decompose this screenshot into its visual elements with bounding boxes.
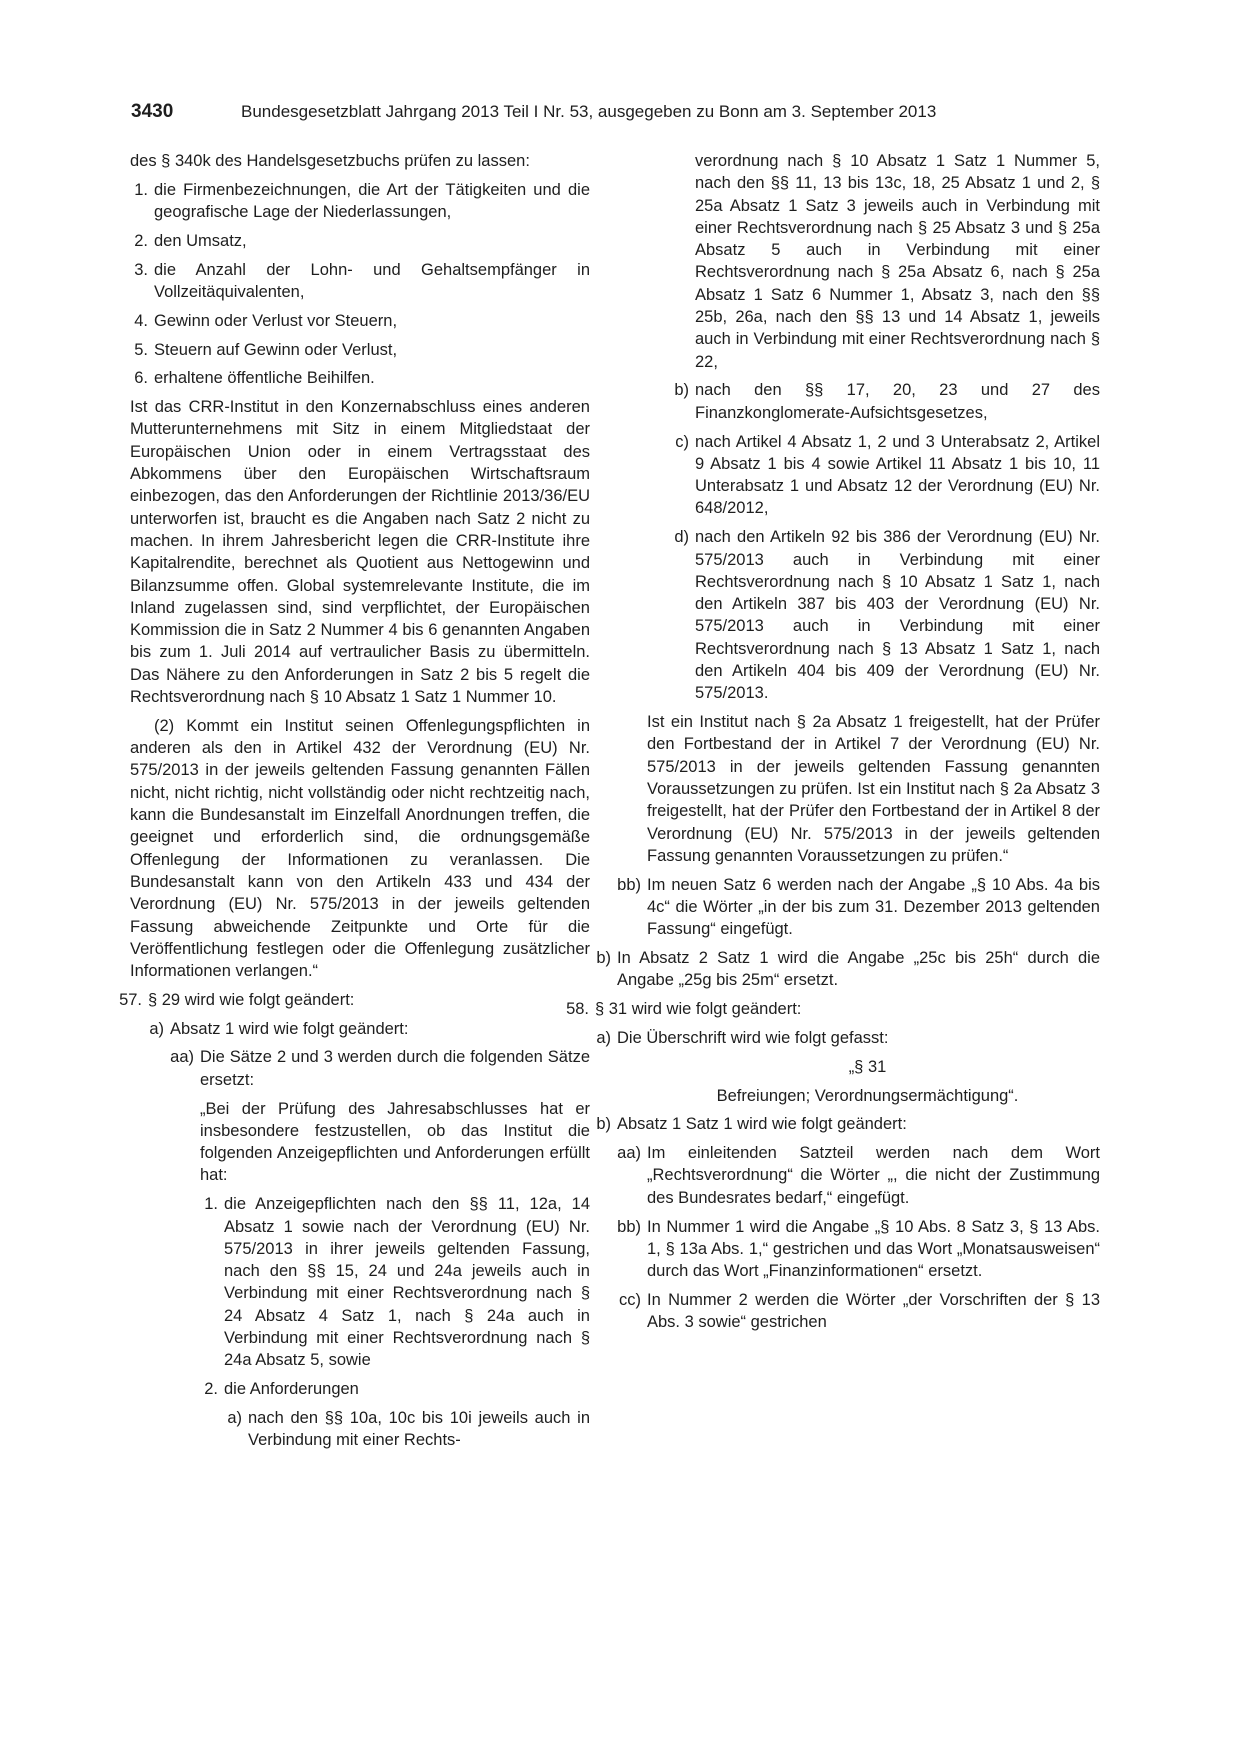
quoted-item-1: 1. die Anzeigepflichten nach den §§ 11, 12a, 14 Absatz 1 sowie nach der Verordnung (EU) Nr. 575/2013 in ihrer jeweils geltenden Fassung, nach den §§ 15, 24 und 24a jeweils auch in Verbindung mit einer Rechtsverordnung nach § 24 Absatz 4 Satz 1, nach § 24a auch in Verbindung mit einer Rechtsverordnung nach § 24a Absatz 5, sowie [204,1195,590,1370]
quoted-item-2-b: b) nach den §§ 17, 20, 23 und 27 des Finanzkonglomerate-Aufsichtsgesetzes, [674,381,1100,422]
quoted-item-2-c: c) nach Artikel 4 Absatz 1, 2 und 3 Unterabsatz 2, Artikel 9 Absatz 1 bis 4 sowie Artikel 11 Absatz 1 bis 10, 11 Unterabsatz 1 und Absatz 12 der Verordnung (EU) Nr. 648/2012, [675,432,1100,518]
amendment-58-b-cc: cc) In Nummer 2 werden die Wörter „der Vorschriften der § 13 Abs. 3 sowie“ gestrichen [619,1290,1100,1332]
disclosure-list [130,179,590,390]
amendment-57: 57. § 29 wird wie folgt geändert: [119,990,355,1009]
paragraph-2: (2) Kommt ein Institut seinen Offenlegungspflichten in anderen als den in Artikel 432 der Verordnung (EU) Nr. 575/2013 in der jeweils geltenden Fassung genannten Fällen nicht, nicht richtig, nicht vollständig oder nicht rechtzeitig nach, kann die Bundesanstalt im Einzelfall Anordnungen treffen, die geeignet und erforderlich sind, die ordnungsgemäße Offenlegung der Informationen zu veranlassen. Die Bundesanstalt kann von den Artikeln 433 und 434 der Verordnung (EU) Nr. 575/2013 in der jeweils geltenden Fassung abweichende Zeitpunkte und Orte für die Veröffentlichung festlegen oder die Offenlegung zusätzlicher Informationen verlangen.“ [130,716,590,981]
quoted-text-end: Ist ein Institut nach § 2a Absatz 1 freigestellt, hat der Prüfer den Fortbestand der in Artikel 7 der Verordnung (EU) Nr. 575/2013 in der jeweils geltenden Fassung genannten Voraussetzungen zu prüfen. Ist ein Institut nach § 2a Absatz 3 freigestellt, hat der Prüfer den Fortbestand der in Artikel 8 der Verordnung (EU) Nr. 575/2013 in der jeweils geltenden Fassung genannten Voraussetzungen zu prüfen.“ [647,713,1100,865]
new-heading-title: Befreiungen; Verordnungsermächtigung“. [716,1086,1019,1105]
amendment-58-b: b) Absatz 1 Satz 1 wird wie folgt geändert: [596,1115,907,1134]
quoted-text: „Bei der Prüfung des Jahresabschlusses hat er insbesondere festzustellen, ob das Institut die folgenden Anzeigepflichten und Anforderungen erfüllt hat: [200,1099,590,1185]
amendment-57-a: a) Absatz 1 wird wie folgt geändert: [149,1019,409,1038]
page-number: 3430 [131,101,174,122]
amendment-57-b: b) In Absatz 2 Satz 1 wird die Angabe „25c bis 25h“ durch die Angabe „25g bis 25m“ ersetzt. [596,949,1100,990]
left-column [119,150,590,1458]
paragraph-crr: Ist das CRR-Institut in den Konzernabschluss eines anderen Mutterunternehmens mit Sitz in einem Mitgliedstaat der Europäischen Union oder in einem Vertragsstaat des Abkommens über den Europäischen Wirtschaftsraum einbezogen, das den Anforderungen der Richtlinie 2013/36/EU unterworfen ist, braucht es die Angaben nach Satz 2 nicht zu machen. In ihrem Jahresbericht legen die CRR-Institute ihre Kapitalrendite, berechnet als Quotient aus Nettogewinn und Bilanzsumme offen. Global systemrelevante Institute, die im Inland zugelassen sind, sind verpflichtet, der Europäischen Kommission die in Satz 2 Nummer 4 bis 6 genannten Angaben bis zum 1. Juli 2014 auf vertraulicher Basis zu übermitteln. Das Nähere zu den Anforderungen in Satz 2 bis 5 regelt die Rechtsverordnung nach § 10 Absatz 1 Satz 1 Nummer 10. [130,398,590,707]
list-item: 5. Steuern auf Gewinn oder Verlust, [134,340,398,359]
quoted-item-2: 2. die Anforderungen [204,1380,359,1399]
amendment-58-b-aa: aa) Im einleitenden Satzteil werden nach dem Wort „Rechtsverordnung“ die Wörter „, die nicht der Zustimmung des Bundesrates bedarf,“ eingefügt. [617,1144,1100,1207]
list-item: 6. erhaltene öffentliche Beihilfen. [134,369,375,388]
list-item: 2. den Umsatz, [134,231,247,250]
amendment-58-a: a) Die Überschrift wird wie folgt gefasst: [596,1028,889,1047]
new-heading-section: „§ 31 [848,1057,887,1076]
amendment-57-a-bb: bb) Im neuen Satz 6 werden nach der Angabe „§ 10 Abs. 4a bis 4c“ die Wörter „in der bis zum 31. Dezember 2013 geltenden Fassung“ eingefügt. [617,875,1100,939]
gazette-title: Bundesgesetzblatt Jahrgang 2013 Teil I Nr. 53, ausgegeben zu Bonn am 3. September 2013 [241,102,937,121]
list-item: 3. die Anzahl der Lohn- und Gehaltsempfänger in Vollzeitäquivalenten, [134,260,590,301]
quoted-item-2-d: d) nach den Artikeln 92 bis 386 der Verordnung (EU) Nr. 575/2013 auch in Verbindung mit einer Rechtsverordnung nach § 10 Absatz 1 Satz 1, nach den Artikeln 387 bis 403 der Verordnung (EU) Nr. 575/2013 auch in Verbindung mit einer Rechtsverordnung nach § 13 Absatz 1 Satz 1, nach den Artikeln 404 bis 409 der Verordnung (EU) Nr. 575/2013. [674,528,1100,703]
amendment-58: 58. § 31 wird wie folgt geändert: [566,1000,802,1019]
intro-text: des § 340k des Handelsgesetzbuchs prüfen zu lassen: [130,152,530,170]
quoted-item-2-a-continued: verordnung nach § 10 Absatz 1 Satz 1 Nummer 5, nach den §§ 11, 13 bis 13c, 18, 25 Absatz 1 und 2, § 25a Absatz 1 Satz 3 jeweils auch in Verbindung mit einer Rechtsverordnung nach § 25 Absatz 3 und § 25a Absatz 5 auch in Verbindung mit einer Rechtsverordnung nach § 25a Absatz 6, nach § 25a Absatz 1 Satz 6 Nummer 1, Absatz 3, nach den §§ 25b, 26a, nach den §§ 13 und 14 Absatz 1, jeweils auch in Verbindung mit einer Rechtsverordnung nach § 22, [695,152,1100,371]
quoted-item-2-a: a) nach den §§ 10a, 10c bis 10i jeweils auch in Verbindung mit einer Rechts- [227,1408,590,1450]
page-header [131,101,1011,131]
right-column [566,150,1100,1340]
amendment-58-b-bb: bb) In Nummer 1 wird die Angabe „§ 10 Abs. 8 Satz 3, § 13 Abs. 1, § 13a Abs. 1,“ gestrichen und das Wort „Monatsausweisen“ durch das Wort „Finanzinformationen“ ersetzt. [617,1217,1100,1281]
list-item: 4. Gewinn oder Verlust vor Steuern, [134,311,398,330]
amendment-57-a-aa: aa) Die Sätze 2 und 3 werden durch die folgenden Sätze ersetzt: [170,1048,590,1089]
list-item: 1. die Firmenbezeichnungen, die Art der Tätigkeiten und die geografische Lage der Niederlassungen, [134,180,590,222]
